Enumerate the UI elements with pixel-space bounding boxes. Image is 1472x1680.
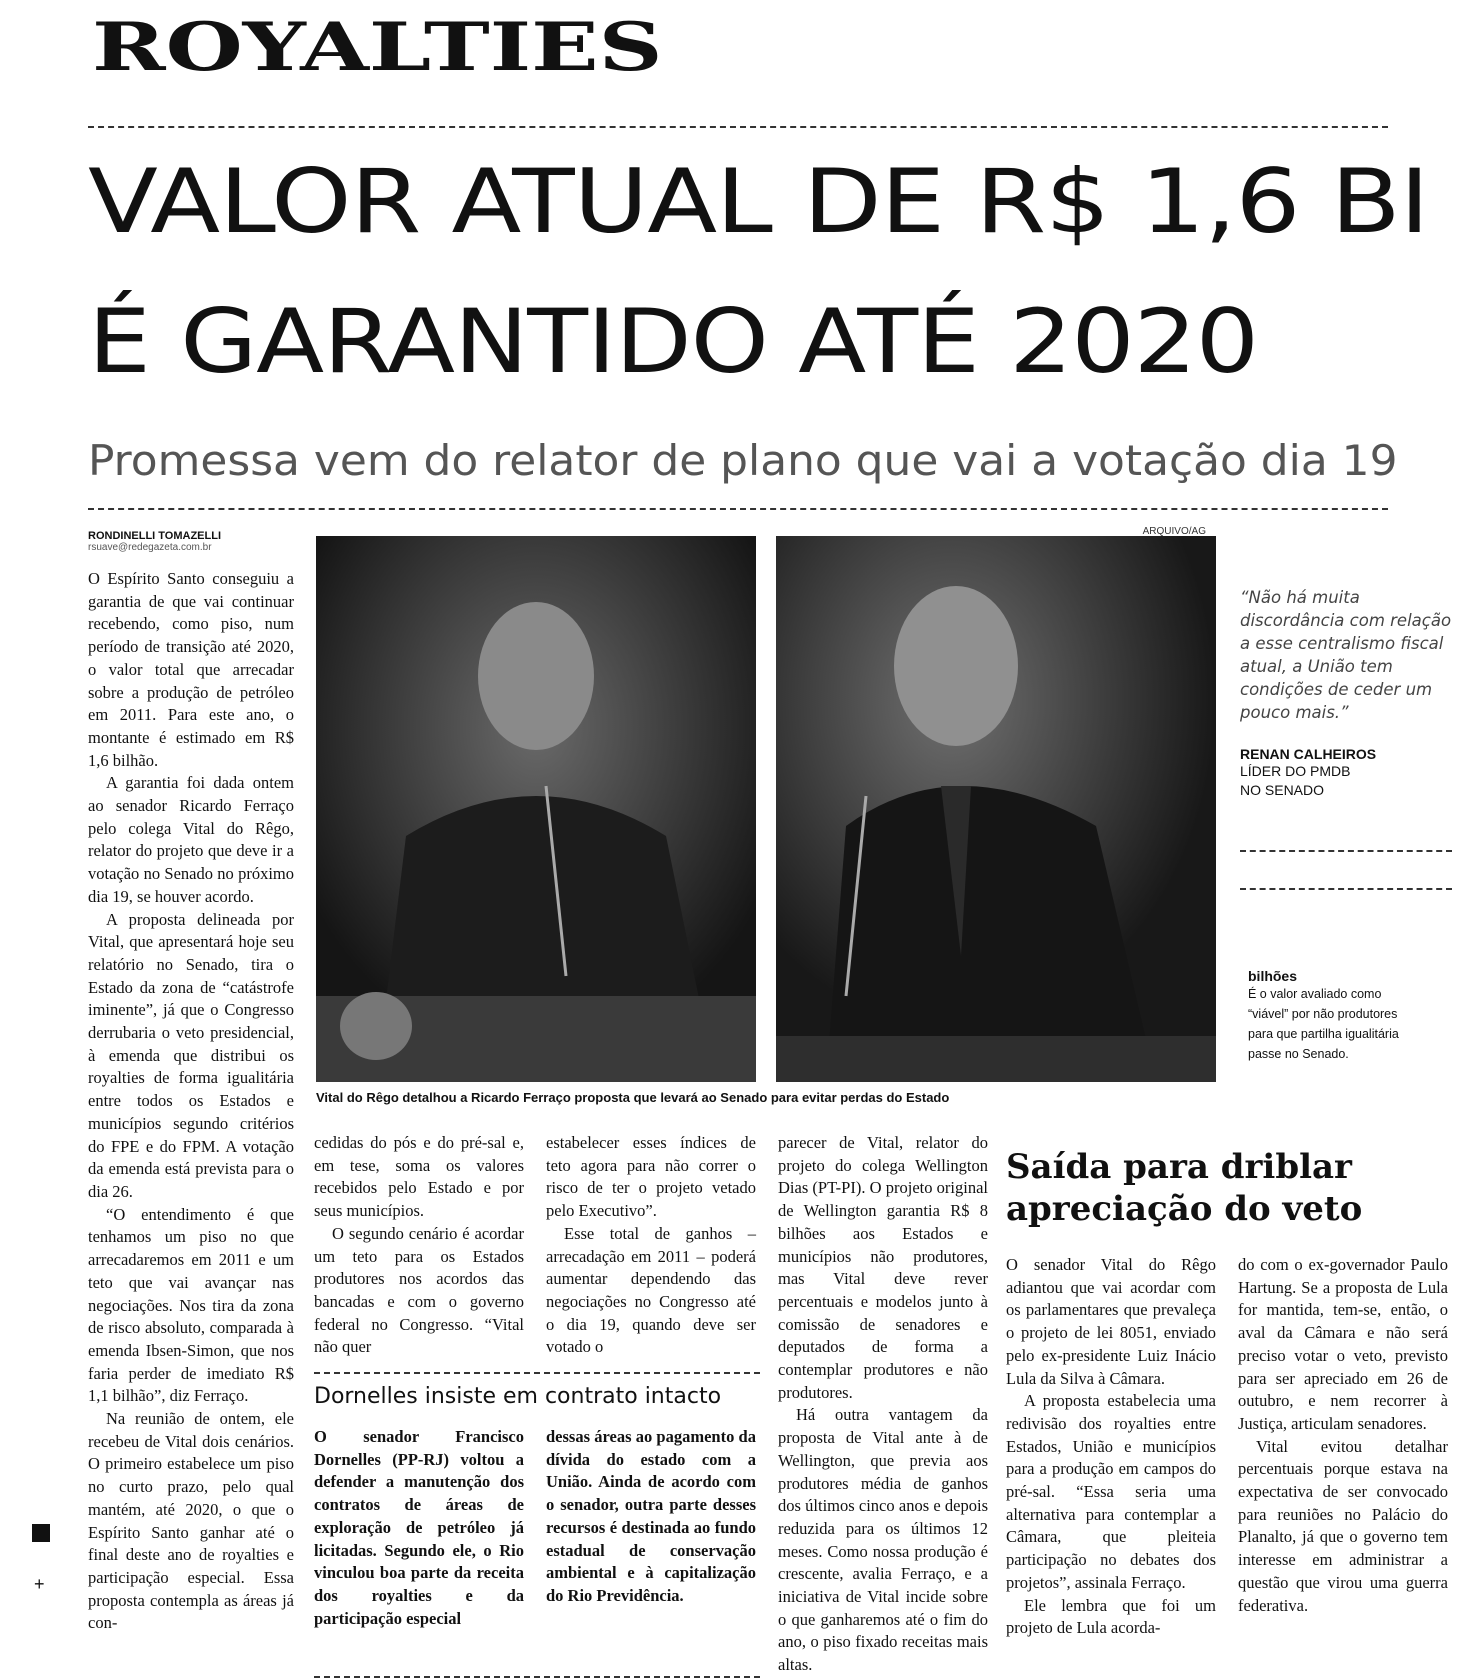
photo-right (776, 526, 1216, 1082)
box-top-rule (314, 1372, 760, 1374)
box-rule (314, 1676, 760, 1678)
stat-label: bilhões (1248, 968, 1298, 984)
side-title-line-2: apreciação do veto (1006, 1189, 1363, 1229)
photo-caption: Vital do Rêgo detalhou a Ricardo Ferraço proposta que levará ao Senado para evitar perdas do Estado (316, 1090, 950, 1105)
paragraph: “O entendimento é que tenhamos um piso no que arrecadaremos em 2011 e um teto que vai avançar nas negociações. Nos tira da zona de risco absoluto, comparada à emenda Ibsen-Simon, que nos faria perder de imediato R$ 1,1 bilhão”, diz Ferraço. (88, 1204, 294, 1406)
article-column-3 (546, 1132, 756, 1359)
crop-mark: + (34, 1574, 45, 1594)
registration-mark (32, 1524, 50, 1542)
paragraph: A garantia foi dada ontem ao senador Ricardo Ferraço pelo colega Vital do Rêgo, relator do projeto que deve ir a votação no Senado no próximo dia 19, se houver acordo. (88, 773, 294, 906)
divider (1240, 850, 1452, 852)
article-column-4 (778, 1132, 988, 1677)
paragraph: Há outra vantagem da proposta de Vital ante à de Wellington, que previa aos produtores média de ganhos dos últimos cinco anos e depois reduzida para os últimos 12 meses. Como nossa produção é crescente, avalia Ferraço, e a iniciativa de Vital incide sobre o que ganharemos até o fim do ano, o piso fixado receitas mais altas. (778, 1405, 988, 1675)
paragraph: Esse total de ganhos – arrecadação em 2011 – poderá aumentar dependendo das negociações no Congresso até o dia 19, quando deve ser votado o (546, 1223, 756, 1357)
headline-line-2: É GARANTIDO ATÉ 2020 (88, 290, 1258, 393)
dornelles-column-1 (314, 1426, 524, 1630)
pull-quote (1240, 586, 1454, 800)
paragraph: Na reunião de ontem, ele recebeu de Vital dois cenários. O primeiro estabelece um piso no curto prazo, pelo qual mantém, até 2020, o que o Espírito Santo ganhar até o final deste ano de royalties e participação especial. Essa proposta contempla as áreas já con- (88, 1409, 294, 1633)
divider (88, 508, 1388, 510)
divider (88, 126, 1388, 128)
divider (1240, 888, 1452, 890)
paragraph: do com o ex-governador Paulo Hartung. Se a proposta de Lula for mantida, tem-se, então, o aval da Câmara e não será preciso votar o veto, previsto para ser apreciado em 26 de outubro, e nem recorrer à Justiça, articulam senadores. (1238, 1255, 1448, 1433)
stat-text: É o valor avaliado como “viável” por não produtores para que partilha igualitária passe no Senado. (1248, 987, 1399, 1061)
byline (88, 530, 221, 553)
paragraph: cedidas do pós e do pré-sal e, em tese, soma os valores recebidos pelo Estado e por seus municípios. (314, 1133, 524, 1221)
paragraph: parecer de Vital, relator do projeto do colega Wellington Dias (PT-PI). O projeto original de Wellington garantia R$ 8 bilhões aos Estados e municípios não produtores, mas Vital deve rever percentuais e modelos junto à comissão de senadores e deputados de forma a contemplar produtores e não produtores. (778, 1133, 988, 1402)
side-column-1 (1006, 1254, 1216, 1640)
paragraph: A proposta delineada por Vital, que apresentará hoje seu relatório no Senado, tira o Estado da zona de “catástrofe iminente”, já que o Congresso derrubaria o veto presidencial, à emenda que distribui os royalties de forma igualitária entre todos os Estados e municípios segundo critérios do FPE e do FPM. A votação da emenda está prevista para o dia 26. (88, 909, 294, 1201)
quote-name: RENAN CALHEIROS (1240, 746, 1377, 762)
side-article-title (1006, 1146, 1362, 1230)
quote-role-1: LÍDER DO PMDB (1240, 763, 1351, 779)
paragraph: A proposta estabelecia uma redivisão dos royalties entre Estados, União e municípios para a produção em campos do pré-sal. “Essa seria uma alternativa para contemplar a Câmara, que pleiteia participação no debates dos projetos”, assinala Ferraço. (1006, 1391, 1216, 1592)
subheadline: Promessa vem do relator de plano que vai a votação dia 19 (88, 436, 1398, 485)
photo-senator-image (316, 536, 756, 1082)
paragraph: O senador Francisco Dornelles (PP-RJ) voltou a defender a manutenção dos contratos de áreas de exploração de petróleo já licitadas. Segundo ele, o Rio vinculou boa parte da receita dos royalties e da participação especial (314, 1427, 524, 1628)
paragraph: O segundo cenário é acordar um teto para os Estados produtores nos acordos das bancadas e com o governo federal no Congresso. “Vital não quer (314, 1223, 524, 1357)
side-title-line-1: Saída para driblar (1006, 1147, 1352, 1187)
photo-left (316, 536, 756, 1082)
article-column-2 (314, 1132, 524, 1359)
headline-line-1: VALOR ATUAL DE R$ 1,6 BI (88, 150, 1429, 253)
paragraph: Vital evitou detalhar percentuais porque estava na expectativa de ser convocado para reuniões no Palácio do Planalto, já que o governo tem interesse em administrar a questão que virou uma guerra federativa. (1238, 1436, 1448, 1615)
side-column-2 (1238, 1254, 1448, 1617)
paragraph: Ele lembra que foi um projeto de Lula acorda- (1006, 1595, 1216, 1638)
dornelles-box-title: Dornelles insiste em contrato intacto (314, 1384, 722, 1409)
byline-email: rsuave@redegazeta.com.br (88, 542, 212, 553)
article-column-1 (88, 568, 294, 1635)
paragraph: O senador Vital do Rêgo adiantou que vai acordar com os parlamentares que prevaleça o projeto de lei 8051, enviado pelo ex-presidente Luiz Inácio Lula da Silva à Câmara. (1006, 1255, 1216, 1388)
section-title: ROYALTIES (92, 8, 663, 86)
photo-speaker-image (776, 536, 1216, 1082)
dornelles-column-2 (546, 1426, 756, 1608)
quote-role-2: NO SENADO (1240, 782, 1325, 798)
quote-text: “Não há muita discordância com relação a esse centralismo fiscal atual, a União tem condições de ceder um pouco mais.” (1240, 588, 1452, 722)
paragraph: dessas áreas ao pagamento da dívida do estado com a União. Ainda de acordo com o senador, outra parte desses recursos é destinada ao fundo estadual de conservação ambiental e à capitalização do Rio Previdência. (546, 1427, 756, 1605)
byline-author: RONDINELLI TOMAZELLI (88, 530, 222, 542)
paragraph: O Espírito Santo conseguiu a garantia de que vai continuar recebendo, como piso, num período de transição até 2020, o valor total que arrecadar sobre a produção de petróleo em 2011. Para este ano, o montante é estimado em R$ 1,6 bilhão. (88, 569, 294, 770)
paragraph: estabelecer esses índices de teto agora para não correr o risco de ter o projeto vetado pelo Executivo”. (546, 1133, 756, 1221)
stat-box (1248, 968, 1420, 1064)
photo-credit: ARQUIVO/AG (1142, 526, 1206, 537)
